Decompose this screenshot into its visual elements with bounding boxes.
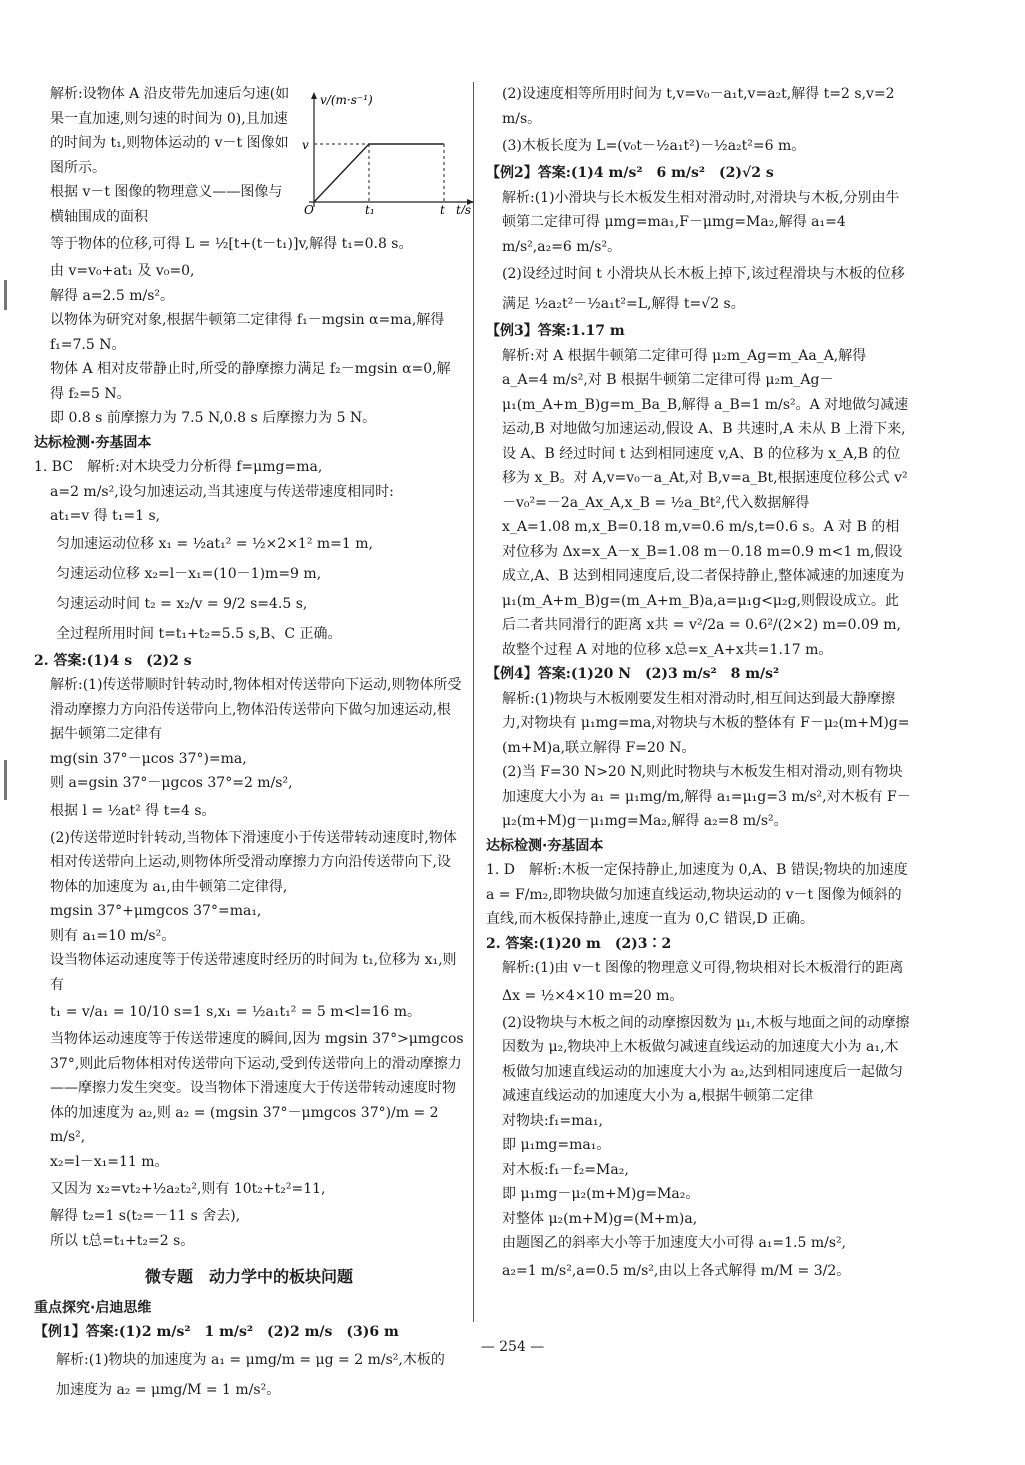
text-line: 即 0.8 s 前摩擦力为 7.5 N,0.8 s 后摩擦力为 5 N。 [50, 410, 377, 426]
text-line: 加速度为 a₂ = μmg/M = 1 m/s²。 [56, 1381, 281, 1398]
text-line: 达标检测·夯基固本 [34, 434, 152, 451]
text-line: 等于物体的位移,可得 L = ½[t+(t－t₁)]v,解得 t₁=0.8 s。 [50, 236, 413, 252]
section-title: 微专题 动力学中的板块问题 [144, 1267, 353, 1286]
text-line: 解析:设物体 A 沿皮带先加速后匀速(如果一直加速,则匀速的时间为 0),且加速的时间为 t₁,则物体运动的 v－t 图像如图所示。 [50, 86, 290, 176]
left-text [34, 82, 464, 1253]
text-line: 解析:(1)由 v－t 图像的物理意义可得,物块相对长木板滑行的距离 [502, 960, 904, 976]
text-line: 解析:对 A 根据牛顿第二定律可得 μ₂m_Ag=m_Aa_A,解得 a_A=4 m/s²,对 B 根据牛顿第二定律可得 μ₂m_Ag－μ₁(m_A+m_B)g=m_Ba_B,解得 a_B=1 m/s²。A 对地做匀减速运动,B 对地做匀加速运动,假设 A、B 共速时,A 未从 B 上滑下来,设 A、B 经过时间 t 达到相同速度 v,A、B 的位移为 x_A,B 的位移为 x_B。对 A,v=v₀－a_At,对 B,v=a_Bt,根据速度位移公式 v²－v₀²=－2a_Ax_A,x_B = ½a_Bt²,代入数据解得 [502, 347, 909, 511]
text-line: 解析:(1)物块与木板刚要发生相对滑动时,相互间达到最大静摩擦力,对物块有 μ₁mg=ma,对物块与木板的整体有 F－μ₂(m+M)g=(m+M)a,联立解得 F=20 N。 [502, 690, 910, 756]
text-line: 根据 v－t 图像的物理意义——图像与横轴围成的面积 [50, 184, 283, 225]
text-line: 2. 答案:(1)4 s (2)2 s [34, 652, 192, 669]
text-line: 当物体运动速度等于传送带速度的瞬间,因为 mgsin 37°>μmgcos 37°,则此后物体相对传送带向下运动,受到传送带向上的滑动摩擦力——摩擦力发生突变。设当物体下滑速度大于传送带转动速度时物体的加速度为 a₂,则 a₂ = (mgsin 37°－μmgcos 37°)/m = 2 m/s², [50, 1031, 464, 1145]
graph-t-label: t [440, 203, 445, 214]
text-line: 物体 A 相对皮带静止时,所受的静摩擦力满足 f₂－mgsin α=0,解得 f₂=5 N。 [50, 361, 451, 402]
text-line: 解得 t₂=1 s(t₂=－11 s 舍去), [50, 1208, 241, 1224]
column-divider [473, 82, 474, 1322]
text-line: 对物块:f₁=ma₁, [502, 1112, 603, 1129]
graph-v-label: v [302, 138, 309, 152]
vt-graph [264, 82, 484, 214]
text-line: 【例4】答案:(1)20 N (2)3 m/s² 8 m/s² [486, 666, 780, 682]
text-line: 达标检测·夯基固本 [486, 837, 604, 854]
left-column [34, 82, 472, 1405]
text-line: 所以 t总=t₁+t₂=2 s。 [50, 1232, 195, 1249]
text-line: 重点探究·启迪思维 [34, 1299, 152, 1316]
graph-origin: O [304, 203, 314, 214]
text-line: (3)木板长度为 L=(v₀t－½a₁t²)－½a₂t²=6 m。 [502, 138, 806, 154]
binding-edge-mark [4, 280, 7, 310]
text-line: (2)传送带逆时针转动,当物体下滑速度小于传送带转动速度时,物体相对传送带向上运动,则物体所受滑动摩擦力方向沿传送带向下,设物体的加速度为 a₁,由牛顿第二定律得, [50, 829, 457, 895]
text-line: 由题图乙的斜率大小等于加速度大小可得 a₁=1.5 m/s², [502, 1235, 847, 1251]
graph-t1-label: t₁ [365, 203, 375, 214]
text-line: (2)设速度相等所用时间为 t,v=v₀－a₁t,v=a₂t,解得 t=2 s,v=2 m/s。 [502, 86, 895, 127]
text-line: 匀速运动位移 x₂=l－x₁=(10－1)m=9 m, [56, 565, 322, 582]
text-line: at₁=v 得 t₁=1 s, [50, 508, 161, 524]
binding-edge-mark [4, 760, 7, 800]
text-line: 由 v=v₀+at₁ 及 v₀=0, [50, 263, 195, 279]
text-line: 即 μ₁mg=ma₁。 [502, 1137, 611, 1153]
right-column [486, 82, 912, 1286]
y-axis-arrow [311, 92, 317, 99]
text-line: 设当物体运动速度等于传送带速度时经历的时间为 t₁,位移为 x₁,则有 [50, 952, 457, 993]
text-line: 解析:(1)物块的加速度为 a₁ = μmg/m = μg = 2 m/s²,木板的 [56, 1351, 445, 1368]
right-text [486, 82, 912, 1286]
text-line: 对木板:f₁－f₂=Ma₂, [502, 1161, 629, 1178]
text-line: (2)当 F=30 N>20 N,则此时物块与木板发生相对滑动,则有物块加速度大小为 a₁ = μ₁mg/m,解得 a₁=μ₁g=3 m/s²,对木板有 F－μ₂(m+M)g－μ₁mg=Ma₂,解得 a₂=8 m/s²。 [502, 764, 911, 829]
text-line: 则 a=gsin 37°－μgcos 37°=2 m/s², [50, 775, 293, 791]
graph-xlabel: t/s [456, 203, 472, 214]
text-line: a=2 m/s²,设匀加速运动,当其速度与传送带速度相同时: [50, 483, 394, 500]
text-line: 以物体为研究对象,根据牛顿第二定律得 f₁－mgsin α=ma,解得 f₁=7.5 N。 [50, 312, 445, 353]
text-line: x₂=l－x₁=11 m。 [50, 1153, 169, 1170]
text-line: 匀速运动时间 t₂ = x₂/v = 9/2 s=4.5 s, [56, 595, 308, 612]
text-line: (2)设物块与木板之间的动摩擦因数为 μ₁,木板与地面之间的动摩擦因数为 μ₂,物块冲上木板做匀减速直线运动的加速度大小为 a₁,木板做匀加速直线运动的加速度大小为 a₂,达到相同速度后一起做匀减速直线运动的加速度大小为 a,根据牛顿第二定律 [502, 1014, 910, 1104]
text-line: 即 μ₁mg－μ₂(m+M)g=Ma₂。 [502, 1186, 700, 1202]
text-line: 解析:(1)小滑块与长木板发生相对滑动时,对滑块与木板,分别由牛顿第二定律可得 μmg=ma₁,F－μmg=Ma₂,解得 a₁=4 m/s²,a₂=6 m/s²。 [502, 189, 900, 255]
text-line: mgsin 37°+μmgcos 37°=ma₁, [50, 903, 262, 919]
graph-ylabel: v/(m·s⁻¹) [320, 93, 373, 107]
text-line: a₂=1 m/s²,a=0.5 m/s²,由以上各式解得 m/M = 3/2。 [502, 1262, 851, 1279]
text-line: 解析:(1)传送带顺时针转动时,物体相对传送带向下运动,则物体所受滑动摩擦力方向沿传送带向上,物体沿传送带向下做匀加速运动,根据牛顿第二定律有 [50, 677, 462, 742]
text-line: (2)设经过时间 t 小滑块从长木板上掉下,该过程滑块与木板的位移满足 ½a₂t²－½a₁t²=L,解得 t=√2 s。 [502, 266, 905, 312]
text-line: 【例3】答案:1.17 m [486, 323, 625, 339]
text-line: 1. BC 解析:对木块受力分析得 f=μmg=ma, [34, 459, 323, 475]
text-line: 根据 l = ½at² 得 t=4 s。 [50, 802, 216, 819]
text-line: t₁ = v/a₁ = 10/10 s=1 s,x₁ = ½a₁t₁² = 5 m<l=16 m。 [50, 1004, 422, 1020]
text-line: 则有 a₁=10 m/s²。 [50, 927, 176, 944]
text-line: mg(sin 37°－μcos 37°)=ma, [50, 750, 247, 767]
text-line: 解得 a=2.5 m/s²。 [50, 287, 175, 304]
page-number: — 254 — [480, 1339, 545, 1355]
text-line: 对整体 μ₂(m+M)g=(M+m)a, [502, 1210, 698, 1227]
text-line: 2. 答案:(1)20 m (2)3∶2 [486, 935, 672, 952]
text-line: 1. D 解析:木板一定保持静止,加速度为 0,A、B 错误;物块的加速度 a = F/m₂,即物块做匀加速直线运动,物块运动的 v－t 图像为倾斜的直线,而木板保持静止,速度一直为 0,C 错误,D 正确。 [486, 862, 908, 927]
text-line: 匀加速运动位移 x₁ = ½at₁² = ½×2×1² m=1 m, [56, 535, 373, 552]
text-line: 全过程所用时间 t=t₁+t₂=5.5 s,B、C 正确。 [56, 625, 342, 642]
text-line: 又因为 x₂=vt₂+½a₂t₂²,则有 10t₂+t₂²=11, [50, 1181, 326, 1197]
text-line: 【例2】答案:(1)4 m/s² 6 m/s² (2)√2 s [486, 165, 774, 181]
text-line: 【例1】答案:(1)2 m/s² 1 m/s² (2)2 m/s (3)6 m [34, 1324, 399, 1340]
vt-line [314, 144, 444, 202]
text-line: x_A=1.08 m,x_B=0.18 m,v=0.6 m/s,t=0.6 s。A 对 B 的相对位移为 Δx=x_A－x_B=1.08 m－0.18 m=0.9 m<1 m,假设成立,A、B 达到相同速度后,设二者保持静止,整体减速的加速度为 μ₁(m_A+m_B)g=(m_A+m_B)a,a=μ₁g<μ₂g,则假设成立。此后二者共同滑行的距离 x共 = v²/2a = 0.6²/(2×2) m=0.09 m,故整个过程 A 对地的位移 x总=x_A+x共=1.17 m。 [502, 519, 905, 658]
text-line: Δx = ½×4×10 m=20 m。 [502, 987, 684, 1004]
